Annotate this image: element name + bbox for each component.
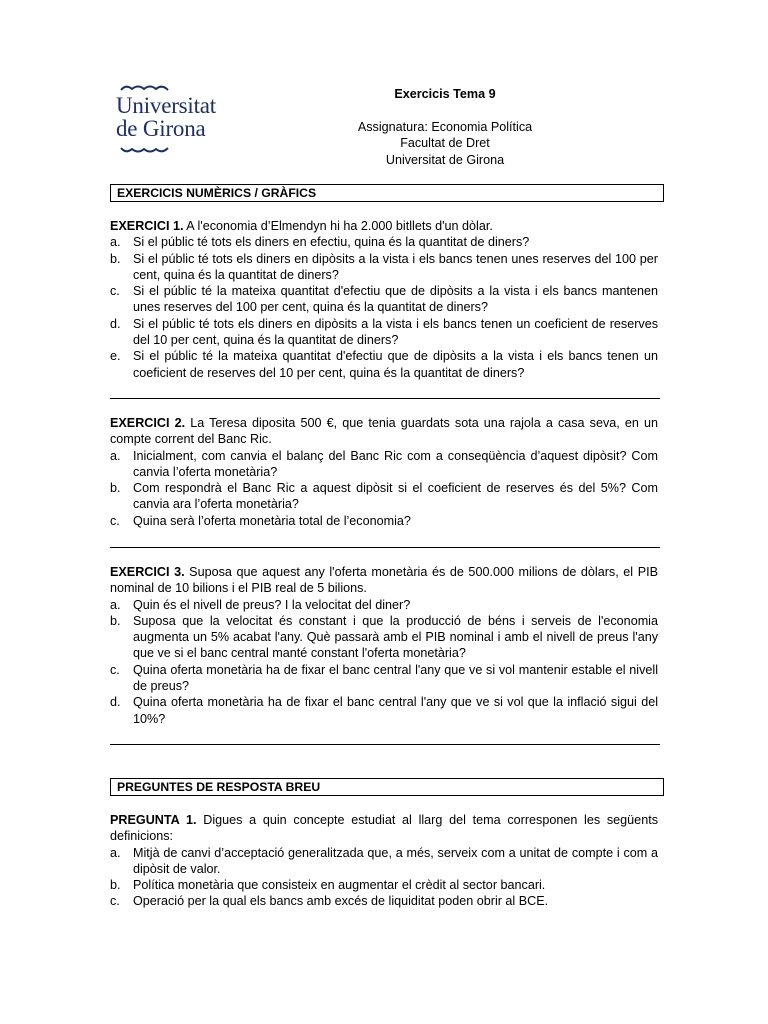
question-1-label: PREGUNTA 1. bbox=[110, 813, 197, 827]
list-item bbox=[110, 513, 658, 529]
item-text: Suposa que la velocitat és constant i que la producció de béns i serveis de l'economia augmenta un 5% acabat l'any. Què passarà amb el PIB nominal i amb el nivell de preus l'any que ve si el banc central manté constant l'oferta monetària? bbox=[133, 613, 658, 661]
exercise-3 bbox=[110, 564, 658, 727]
item-text: Com respondrà el Banc Ric a aquest dipòsit si el coeficient de reserves és del 5%? Com canvia ara l’oferta monetària? bbox=[133, 481, 658, 512]
item-text: Si el públic té tots els diners en dipòsits a la vista i els bancs tenen unes reserves del 100 per cent, quina és la quantitat de diners? bbox=[133, 251, 658, 282]
item-letter: b. bbox=[110, 613, 121, 628]
exercise-1-label: EXERCICI 1. bbox=[110, 219, 184, 233]
item-text: Operació per la qual els bancs amb excés de liquiditat poden obrir al BCE. bbox=[133, 894, 549, 909]
logo-line-1: Universitat bbox=[116, 93, 216, 118]
question-1 bbox=[110, 812, 658, 910]
list-item bbox=[110, 877, 658, 893]
course-university: Universitat de Girona bbox=[385, 152, 505, 167]
document-title: Exercicis Tema 9 bbox=[394, 87, 496, 101]
list-item bbox=[110, 283, 658, 316]
list-item bbox=[110, 597, 658, 613]
exercise-2-intro bbox=[110, 415, 658, 448]
section-heading-short-answer: PREGUNTES DE RESPOSTA BREU bbox=[110, 778, 664, 796]
list-item bbox=[110, 694, 658, 727]
item-letter: c. bbox=[110, 894, 120, 909]
document-header bbox=[330, 86, 560, 102]
logo-line-2: de Girona bbox=[116, 116, 206, 141]
list-item bbox=[110, 480, 658, 513]
course-faculty: Facultat de Dret bbox=[400, 136, 490, 151]
question-1-intro bbox=[110, 812, 658, 845]
logo-top-ornament-icon bbox=[120, 84, 170, 92]
item-text: Inicialment, com canvia el balanç del Banc Ric com a conseqüència d’aquest dipòsit? Com canvia l’oferta monetària? bbox=[133, 448, 658, 479]
item-letter: b. bbox=[110, 481, 121, 496]
item-letter: b. bbox=[110, 878, 121, 893]
item-letter: c. bbox=[110, 513, 120, 528]
list-item bbox=[110, 234, 658, 250]
exercise-2-statement: La Teresa diposita 500 €, que tenia guardats sota una rajola a casa seva, en un compte corrent del Banc Ric. bbox=[110, 416, 658, 447]
item-text: Política monetària que consisteix en augmentar el crèdit al sector bancari. bbox=[133, 878, 546, 893]
exercise-3-statement: Suposa que aquest any l'oferta monetària és de 500.000 milions de dòlars, el PIB nominal de 10 bilions i el PIB real de 5 bilions. bbox=[110, 565, 658, 596]
list-item bbox=[110, 893, 658, 909]
item-letter: e. bbox=[110, 349, 121, 364]
item-letter: d. bbox=[110, 316, 121, 331]
university-logo bbox=[116, 84, 228, 158]
item-letter: a. bbox=[110, 448, 121, 463]
item-letter: a. bbox=[110, 235, 121, 250]
list-item bbox=[110, 662, 658, 695]
item-letter: d. bbox=[110, 695, 121, 710]
divider bbox=[110, 398, 660, 399]
exercise-3-intro bbox=[110, 564, 658, 597]
list-item bbox=[110, 448, 658, 481]
item-text: Quina oferta monetària ha de fixar el banc central l'any que ve si vol que la inflació sigui del 10%? bbox=[133, 695, 658, 726]
item-text: Si el públic té tots els diners en dipòsits a la vista i els bancs tenen un coeficient de reserves del 10 per cent, quina és la quantitat de diners? bbox=[133, 316, 658, 348]
item-letter: b. bbox=[110, 251, 121, 266]
course-subject: Assignatura: Economia Política bbox=[357, 120, 533, 134]
divider bbox=[110, 547, 660, 548]
item-text: Si el públic té la mateixa quantitat d'efectiu que de dipòsits a la vista i els bancs mantenen unes reserves del 100 per cent, quina és la quantitat de diners? bbox=[133, 284, 658, 315]
exercise-3-label: EXERCICI 3. bbox=[110, 565, 185, 579]
question-1-statement: Digues a quin concepte estudiat al llarg del tema corresponen les següents definicions: bbox=[110, 813, 658, 844]
exercise-1 bbox=[110, 218, 658, 381]
item-text: Quina serà l’oferta monetària total de l’economia? bbox=[133, 513, 411, 528]
item-letter: a. bbox=[110, 597, 121, 612]
item-letter: a. bbox=[110, 845, 121, 860]
list-item bbox=[110, 251, 658, 284]
item-text: Si el públic té la mateixa quantitat d'efectiu que de dipòsits a la vista i els bancs tenen un coeficient de reserves del 10 per cent, quina és la quantitat de diners? bbox=[133, 349, 658, 380]
list-item bbox=[110, 613, 658, 662]
list-item bbox=[110, 316, 658, 349]
section-heading-numeric: EXERCICIS NUMÈRICS / GRÀFICS bbox=[110, 184, 664, 202]
course-info bbox=[330, 119, 560, 168]
item-text: Si el públic té tots els diners en efectiu, quina és la quantitat de diners? bbox=[133, 235, 530, 250]
item-letter: c. bbox=[110, 284, 120, 299]
logo-bottom-ornament-icon bbox=[120, 146, 170, 154]
exercise-2 bbox=[110, 415, 658, 529]
item-text: Quina oferta monetària ha de fixar el banc central l'any que ve si vol mantenir estable el nivell de preus? bbox=[133, 662, 658, 694]
divider bbox=[110, 744, 660, 745]
item-text: Mitjà de canvi d’acceptació generalitzada que, a més, serveix com a unitat de compte i com a dipòsit de valor. bbox=[133, 845, 658, 876]
item-text: Quin és el nivell de preus? I la velocitat del diner? bbox=[133, 597, 411, 612]
item-letter: c. bbox=[110, 662, 120, 677]
exercise-2-label: EXERCICI 2. bbox=[110, 416, 186, 430]
list-item bbox=[110, 348, 658, 381]
exercise-1-intro bbox=[110, 218, 658, 234]
exercise-1-statement: A l'economia d’Elmendyn hi ha 2.000 bitllets d'un dòlar. bbox=[183, 219, 493, 233]
list-item bbox=[110, 845, 658, 878]
